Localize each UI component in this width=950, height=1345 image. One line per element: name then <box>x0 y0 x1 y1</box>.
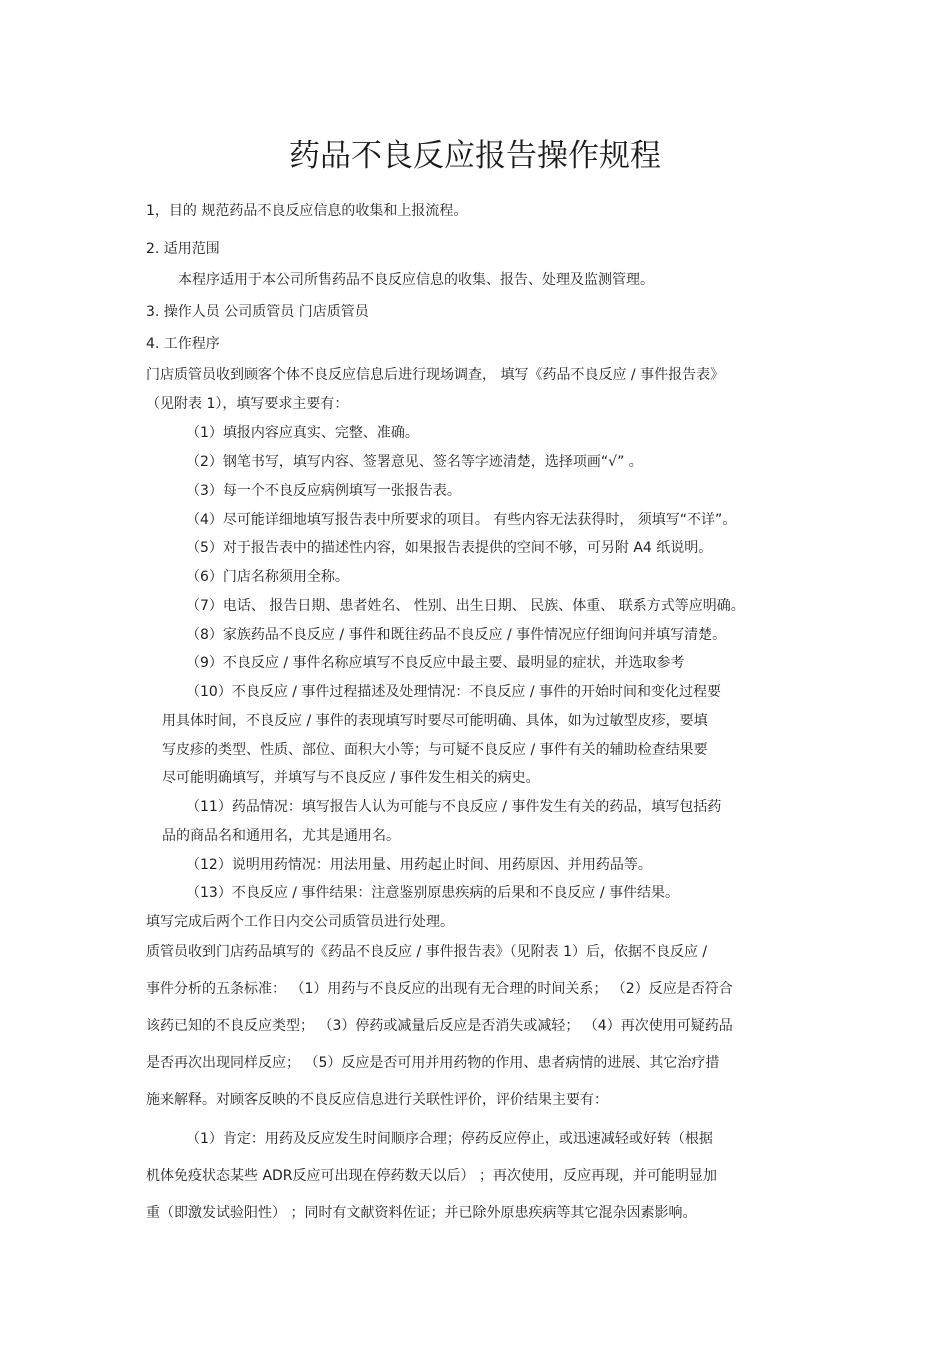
requirement-item: （5）对于报告表中的描述性内容，如果报告表提供的空间不够，可另附 A4 纸说明。 <box>186 540 713 556</box>
requirement-item: （12）说明用药情况：用法用量、用药起止时间、用药原因、并用药品等。 <box>186 857 652 873</box>
requirement-item-cont: 用具体时间，不良反应 / 事件的表现填写时要尽可能明确、具体，如为过敏型皮疹，要填 <box>162 713 708 729</box>
requirement-item: （6）门店名称须用全称。 <box>186 569 349 585</box>
requirement-item: （10）不良反应 / 事件过程描述及处理情况：不良反应 / 事件的开始时间和变化过程要 <box>186 684 722 700</box>
requirement-item: （9）不良反应 / 事件名称应填写不良反应中最主要、最明显的症状，并选取参考 <box>186 655 685 671</box>
section-scope-heading: 2. 适用范围 <box>146 241 220 257</box>
requirement-item: （1）填报内容应真实、完整、准确。 <box>186 425 419 441</box>
requirement-item: （3）每一个不良反应病例填写一张报告表。 <box>186 483 461 499</box>
paragraph-line: 门店质管员收到顾客个体不良反应信息后进行现场调查， 填写《药品不良反应 / 事件报告表》 <box>146 367 725 383</box>
section-scope-text: 本程序适用于本公司所售药品不良反应信息的收集、报告、处理及监测管理。 <box>178 272 654 288</box>
paragraph-line: 质管员收到门店药品填写的《药品不良反应 / 事件报告表》（见附表 1）后，依据不良反应 / <box>146 944 708 960</box>
requirement-item-cont: 品的商品名和通用名，尤其是通用名。 <box>162 828 400 844</box>
paragraph-line: 填写完成后两个工作日内交公司质管员进行处理。 <box>146 914 454 930</box>
requirement-item: （4）尽可能详细地填写报告表中所要求的项目。 有些内容无法获得时， 须填写“不详”。 <box>186 512 737 528</box>
paragraph-line: 事件分析的五条标准： （1）用药与不良反应的出现有无合理的时间关系； （2）反应是否符合 <box>146 981 733 997</box>
paragraph-line: 该药已知的不良反应类型； （3）停药或减量后反应是否消失或减轻； （4）再次使用可疑药品 <box>146 1018 733 1034</box>
section-purpose: 1，目的 规范药品不良反应信息的收集和上报流程。 <box>146 203 468 219</box>
document-title: 药品不良反应报告操作规程 <box>289 138 661 174</box>
evaluation-item-cont: 机体免疫状态某些 ADR反应可出现在停药数天以后） ；再次使用，反应再现，并可能明显加 <box>146 1168 717 1184</box>
requirement-item: （11）药品情况：填写报告人认为可能与不良反应 / 事件发生有关的药品，填写包括药 <box>186 799 722 815</box>
paragraph-line: （见附表 1），填写要求主要有： <box>146 396 349 412</box>
requirement-item-cont: 尽可能明确填写，并填写与不良反应 / 事件发生相关的病史。 <box>162 770 540 786</box>
evaluation-item: （1）肯定：用药及反应发生时间顺序合理；停药反应停止，或迅速减轻或好转（根据 <box>186 1131 713 1147</box>
paragraph-line: 是否再次出现同样反应； （5）反应是否可用并用药物的作用、患者病情的进展、其它治疗措 <box>146 1055 720 1071</box>
requirement-item: （7）电话、 报告日期、患者姓名、 性别、出生日期、 民族、体重、 联系方式等应明确。 <box>186 598 745 614</box>
requirement-item: （2）钢笔书写，填写内容、签署意见、签名等字迹清楚，选择项画“√” 。 <box>186 454 643 470</box>
section-procedure-heading: 4. 工作程序 <box>146 336 220 352</box>
section-operators: 3. 操作人员 公司质管员 门店质管员 <box>146 304 369 320</box>
requirement-item: （13）不良反应 / 事件结果：注意鉴别原患疾病的后果和不良反应 / 事件结果。 <box>186 885 680 901</box>
evaluation-item-cont: 重（即激发试验阳性） ；同时有文献资料佐证；并已除外原患疾病等其它混杂因素影响。 <box>146 1205 697 1221</box>
requirement-item: （8）家族药品不良反应 / 事件和既往药品不良反应 / 事件情况应仔细询问并填写清楚。 <box>186 627 727 643</box>
requirement-item-cont: 写皮疹的类型、性质、部位、面积大小等；与可疑不良反应 / 事件有关的辅助检查结果要 <box>162 742 708 758</box>
paragraph-line: 施来解释。对顾客反映的不良反应信息进行关联性评价，评价结果主要有： <box>146 1092 608 1108</box>
